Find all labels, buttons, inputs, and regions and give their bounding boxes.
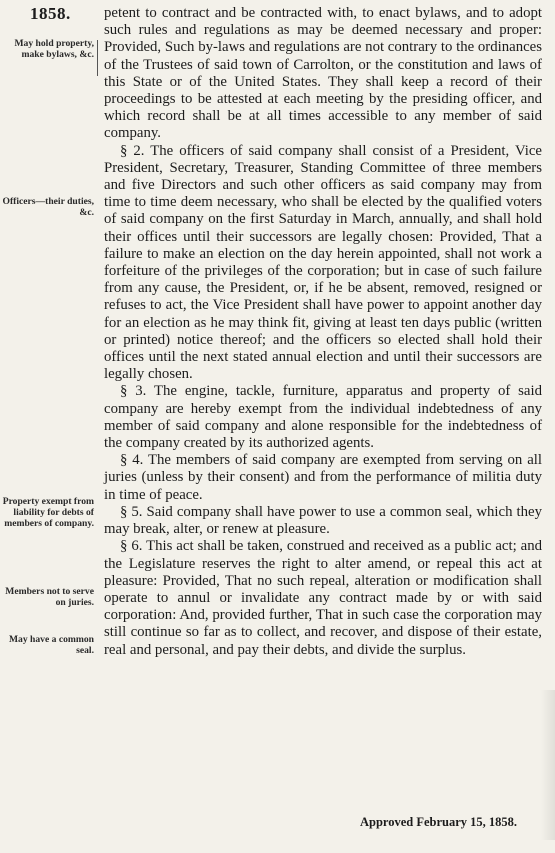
side-note-juries: Members not to serve on juries. <box>5 586 94 608</box>
side-note-common-seal: May have a common seal. <box>9 634 94 656</box>
section-5: § 5. Said company shall have power to use a common seal, which they may break, alter, or renew at pleasure. <box>104 503 542 538</box>
section-3: § 3. The engine, tackle, furniture, apparatus and property of said company are hereby exempt from the individual indebtedness of any member of said company and alone responsible for the indebtedness of the company created by its authorized agents. <box>104 383 542 452</box>
side-note-officers: Officers—their duties, &c. <box>2 196 94 218</box>
approval-date: Approved February 15, 1858. <box>360 815 518 829</box>
page-year: 1858. <box>30 4 71 23</box>
page-edge-shadow <box>541 690 555 840</box>
statute-text <box>104 5 542 659</box>
paragraph-preamble: petent to contract and be contracted with, to enact bylaws, and to adopt such rules and regulations as may be deemed necessary and proper: Provided, Such by-laws and regulations are not contrary to the ordinances of the Trustees of said town of Carrolton, or the constitution and laws of this State or of the United States. They shall keep a record of their proceedings to be attested at each meeting by the presiding officer, and which record shall be at all times accessible to any member of said company. <box>104 5 542 142</box>
section-4: § 4. The members of said company are exempted from serving on all juries (unless by their consent) and from the performance of militia duty in time of peace. <box>104 452 542 503</box>
side-note-property-exempt: Property exempt from liability for debts of members of company. <box>2 496 94 529</box>
section-2: § 2. The officers of said company shall consist of a President, Vice President, Secretary, Treasurer, Standing Committee of three members and five Directors and such other officers as said company may from time to time deem necessary, who shall be elected by the qualified voters of said company on the first Saturday in March, annually, and shall hold their offices until their successors are legally chosen: Provided, That a failure to make an election on the day herein appointed, shall not work a forfeiture of the privileges of the corporation; but in case of such failure from any cause, the President, or, if he be absent, removed, resigned or refuses to act, the Vice President shall have power to appoint another day for an election as he may think fit, giving at least ten days public (written or printed) notice thereof; and the officers so elected shall hold their offices until the next stated annual election and until their successors are legally chosen. <box>104 142 542 383</box>
section-6: § 6. This act shall be taken, construed and received as a public act; and the Legislature reserves the right to alter amend, or repeal this act at pleasure: Provided, That no such repeal, alteration or modification shall operate to annul or invalidate any contract made by or with said corporation: And, provided further, That in such case the corporation may still continue so far as to collect, and recover, and dispose of their estate, real and personal, and pay their debts, and divide the surplus. <box>104 538 542 658</box>
margin-rule <box>97 40 98 76</box>
margin-column <box>0 0 100 853</box>
side-note-bylaws: May hold property, make bylaws, &c. <box>14 38 94 60</box>
